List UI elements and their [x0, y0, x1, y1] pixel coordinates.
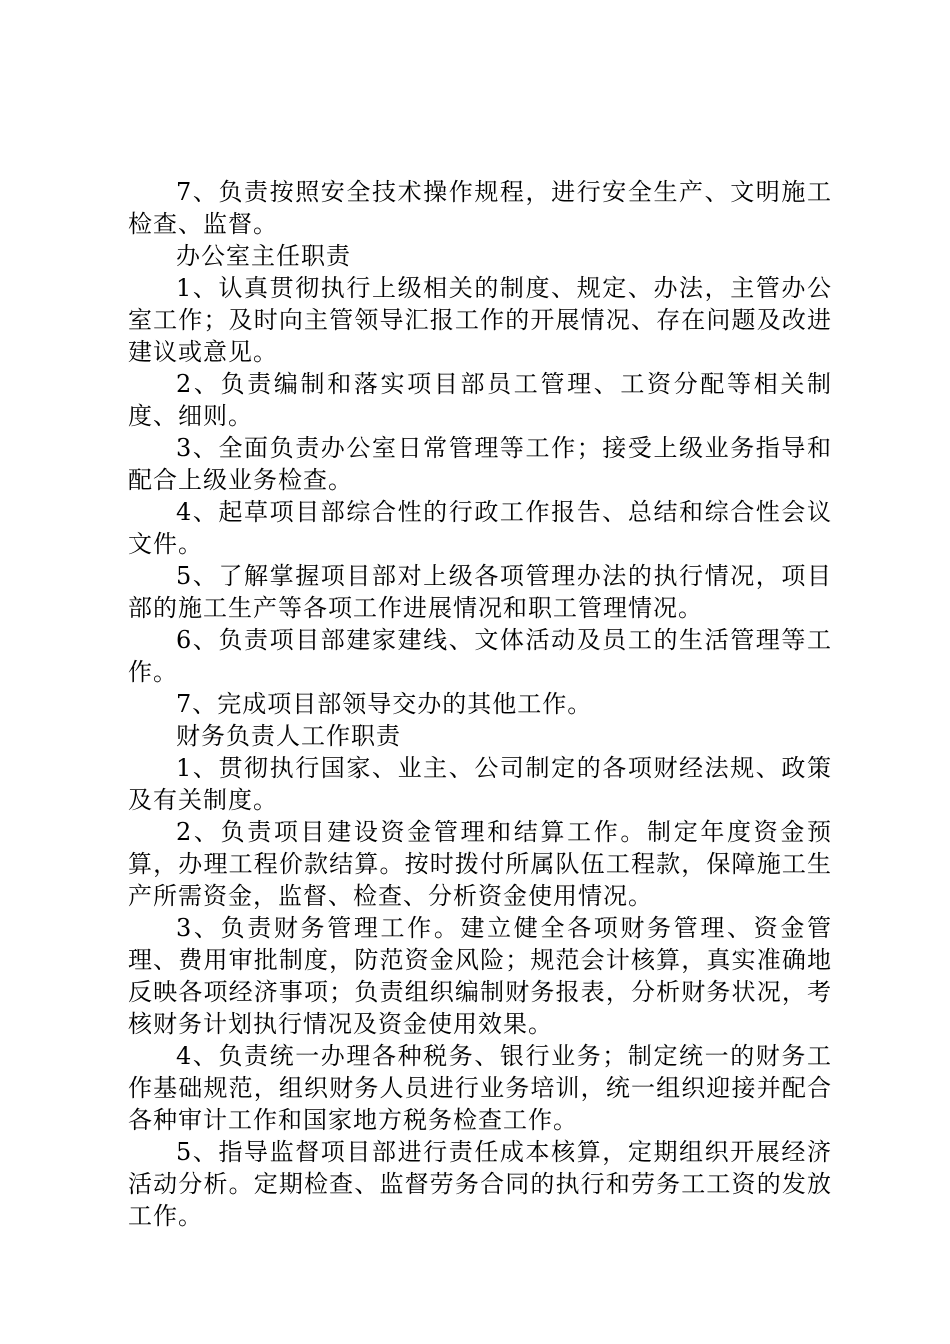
- paragraph: 6、负责项目部建家建线、文体活动及员工的生活管理等工作。: [128, 626, 832, 686]
- paragraph: 2、负责编制和落实项目部员工管理、工资分配等相关制度、细则。: [128, 370, 832, 430]
- paragraph: 1、认真贯彻执行上级相关的制度、规定、办法，主管办公室工作；及时向主管领导汇报工作的开展情况、存在问题及改进建议或意见。: [128, 274, 832, 366]
- section-heading-office-director: 办公室主任职责: [176, 242, 351, 270]
- paragraph: 5、了解掌握项目部对上级各项管理办法的执行情况，项目部的施工生产等各项工作进展情况和职工管理情况。: [128, 562, 832, 622]
- paragraph: 4、起草项目部综合性的行政工作报告、总结和综合性会议文件。: [128, 498, 832, 558]
- paragraph: 7、负责按照安全技术操作规程，进行安全生产、文明施工检查、监督。: [128, 178, 832, 238]
- paragraph: 3、负责财务管理工作。建立健全各项财务管理、资金管理、费用审批制度，防范资金风险；规范会计核算，真实准确地反映各项经济事项；负责组织编制财务报表，分析财务状况，考核财务计划执行情况及资金使用效果。: [128, 914, 832, 1038]
- document-body: [128, 176, 832, 1232]
- paragraph: 3、全面负责办公室日常管理等工作；接受上级业务指导和配合上级业务检查。: [128, 434, 832, 494]
- paragraph: 2、负责项目建设资金管理和结算工作。制定年度资金预算，办理工程价款结算。按时拨付所属队伍工程款，保障施工生产所需资金，监督、检查、分析资金使用情况。: [128, 818, 832, 910]
- paragraph: 1、贯彻执行国家、业主、公司制定的各项财经法规、政策及有关制度。: [128, 754, 832, 814]
- paragraph: 7、完成项目部领导交办的其他工作。: [176, 690, 593, 718]
- section-heading-finance-head: 财务负责人工作职责: [176, 722, 401, 750]
- paragraph: 5、指导监督项目部进行责任成本核算，定期组织开展经济活动分析。定期检查、监督劳务合同的执行和劳务工工资的发放工作。: [128, 1138, 832, 1230]
- paragraph: 4、负责统一办理各种税务、银行业务；制定统一的财务工作基础规范，组织财务人员进行业务培训，统一组织迎接并配合各种审计工作和国家地方税务检查工作。: [128, 1042, 832, 1134]
